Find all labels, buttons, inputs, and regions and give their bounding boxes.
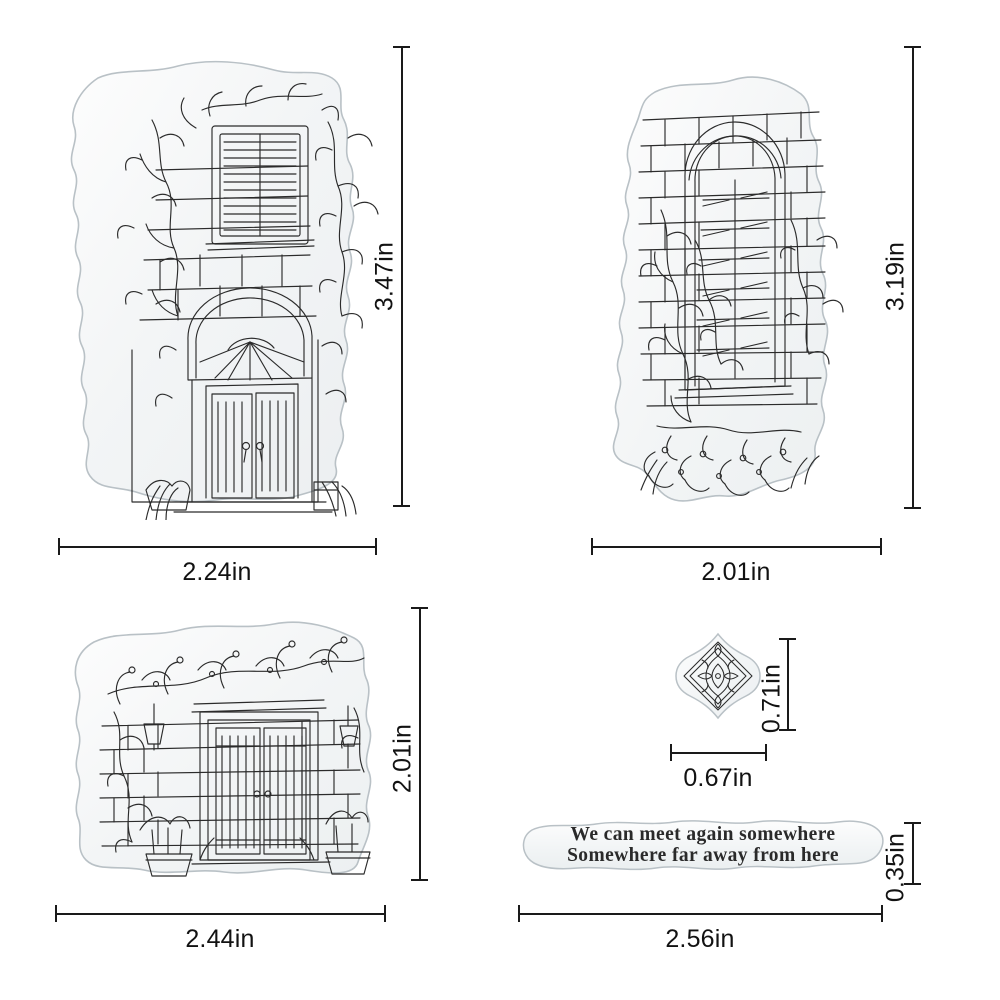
- width-ruler-arched-window: [591, 546, 881, 548]
- clear-stamp-cottage-door: [58, 608, 383, 888]
- height-ruler-cap-top-2: [904, 46, 921, 48]
- width-ruler-cap-left-4: [670, 744, 672, 761]
- height-ruler-cap-top-4: [779, 638, 796, 640]
- width-ruler-cap-right-3: [384, 905, 386, 922]
- width-ruler-cap-left-1: [58, 538, 60, 555]
- clear-stamp-sentiment-phrase: [518, 810, 888, 880]
- clear-stamp-door-with-fanlight: [60, 50, 380, 520]
- width-label-cottage-door: 2.44in: [185, 925, 255, 953]
- height-ruler-ornament: [787, 638, 789, 730]
- height-ruler-cap-top-1: [393, 46, 410, 48]
- height-ruler-cap-top-3: [411, 607, 428, 609]
- height-label-ornament: 0.71in: [757, 663, 786, 734]
- width-ruler-cap-right-4: [765, 744, 767, 761]
- clear-stamp-diamond-ornament: [672, 630, 764, 722]
- height-ruler-sentiment: [912, 822, 914, 884]
- width-ruler-cottage-door: [55, 913, 385, 915]
- height-ruler-cottage-door: [419, 607, 421, 880]
- height-ruler-cap-bottom-1: [393, 505, 410, 507]
- width-label-ornament: 0.67in: [683, 764, 753, 792]
- height-ruler-cap-bottom-2: [904, 507, 921, 509]
- height-label-sentiment: 0.35in: [881, 832, 910, 903]
- width-label-sentiment: 2.56in: [665, 925, 735, 953]
- width-ruler-cap-left-3: [55, 905, 57, 922]
- width-label-door-fanlight: 2.24in: [182, 558, 252, 586]
- clear-stamp-arched-window: [595, 60, 865, 510]
- sentiment-line-1: We can meet again somewhere: [570, 824, 836, 845]
- width-ruler-door-fanlight: [58, 546, 376, 548]
- height-ruler-door-fanlight: [401, 46, 403, 506]
- height-label-door-fanlight: 3.47in: [370, 241, 399, 312]
- sentiment-line-2: Somewhere far away from here: [567, 845, 839, 866]
- width-label-arched-window: 2.01in: [701, 558, 771, 586]
- height-label-cottage-door: 2.01in: [388, 723, 417, 794]
- height-ruler-cap-bottom-3: [411, 879, 428, 881]
- width-ruler-cap-left-5: [518, 905, 520, 922]
- height-ruler-arched-window: [912, 46, 914, 508]
- width-ruler-sentiment: [518, 913, 882, 915]
- width-ruler-cap-left-2: [591, 538, 593, 555]
- width-ruler-ornament: [670, 752, 766, 754]
- width-ruler-cap-right-5: [881, 905, 883, 922]
- width-ruler-cap-right-2: [880, 538, 882, 555]
- height-label-arched-window: 3.19in: [881, 241, 910, 312]
- width-ruler-cap-right-1: [375, 538, 377, 555]
